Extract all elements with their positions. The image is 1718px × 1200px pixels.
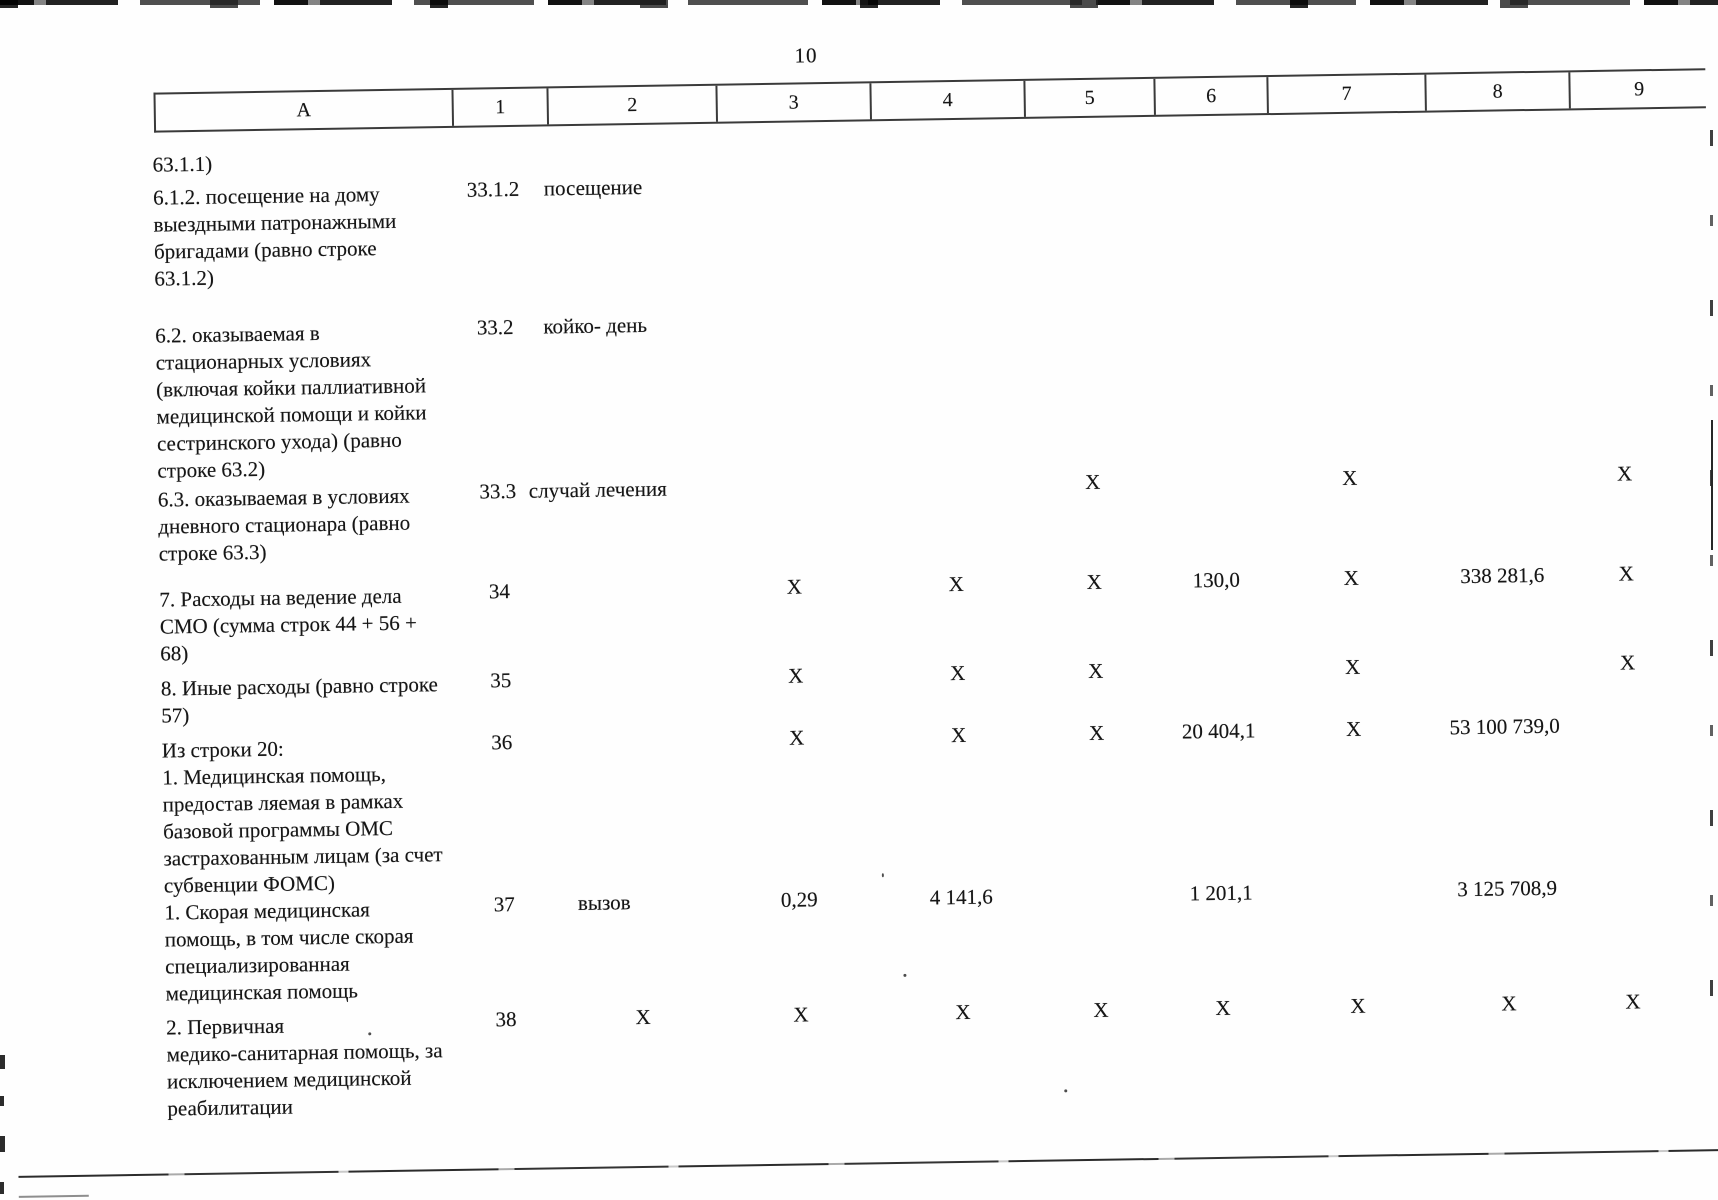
- table-cell-x-mark: X: [1088, 720, 1105, 745]
- scan-artifact-left-mark: [0, 1182, 4, 1194]
- table-cell-x-mark: X: [1344, 654, 1361, 679]
- table-cell-x-mark: X: [788, 725, 805, 750]
- page-bottom-rule-fragment: [19, 1195, 89, 1198]
- table-cell-x-mark: X: [786, 574, 803, 599]
- table-cell-x-mark: X: [787, 663, 804, 688]
- table-cell-value: случай лечения: [528, 476, 667, 503]
- scan-artifact-left-mark: [0, 1136, 5, 1152]
- table-row-label: Из строки 20: 1. Медицинская помощь, предостав ляемая в рамках базовой программы ОМС застрахованным лицам (за счет субвенции ФОМС): [161, 736, 443, 898]
- header-cell-7: 7: [1266, 75, 1425, 113]
- table-cell-value: 1 201,1: [1189, 880, 1253, 906]
- table-cell-value: 33.2: [476, 314, 514, 340]
- continuation-text: 63.1.1): [152, 151, 213, 177]
- header-cell-9: 9: [1568, 70, 1708, 108]
- table-cell-x-mark: X: [1616, 461, 1633, 486]
- table-cell-x-mark: X: [955, 999, 971, 1025]
- scan-speck: [1064, 1089, 1067, 1092]
- table-cell-value: 34: [488, 579, 511, 604]
- table-cell-x-mark: X: [1345, 716, 1362, 741]
- header-cell-2: 2: [546, 86, 716, 125]
- table-cell-x-mark: X: [1501, 991, 1517, 1016]
- table-row-label: 7. Расходы на ведение дела СМО (сумма строк 44 + 56 + 68): [159, 583, 418, 666]
- scan-speck: [882, 873, 884, 877]
- table-cell-x-mark: X: [1086, 569, 1103, 595]
- page-number: 10: [794, 43, 818, 68]
- scan-speck: [368, 1032, 371, 1035]
- header-cell-6: 6: [1153, 77, 1267, 115]
- table-row-label: 8. Иные расходы (равно строке 57): [160, 672, 439, 728]
- table-cell-x-mark: X: [1087, 658, 1104, 683]
- table-cell-value: 33.1.2: [466, 176, 520, 202]
- page-bottom-rule: [18, 1148, 1718, 1177]
- table-cell-x-mark: X: [1341, 465, 1358, 490]
- table-cell-x-mark: X: [1350, 993, 1366, 1018]
- table-row-label: 2. Первичная медико-санитарная помощь, за исключением медицинской реабилитации: [165, 1013, 443, 1121]
- table-cell-value: 3 125 708,9: [1457, 875, 1558, 902]
- header-cell-4: 4: [869, 81, 1024, 119]
- table-cell-value: 0,29: [780, 887, 818, 912]
- table-cell-value: 130,0: [1192, 567, 1241, 593]
- table-cell-value: койко- день: [543, 312, 648, 339]
- table-cell-x-mark: X: [950, 722, 967, 748]
- table-cell-value: 20 404,1: [1181, 718, 1256, 744]
- header-cell-5: 5: [1023, 79, 1154, 117]
- table-cell-x-mark: X: [949, 660, 966, 686]
- table-cell-value: 38: [495, 1007, 517, 1032]
- table-cell-value: 4 141,6: [929, 884, 993, 910]
- table-cell-value: 35: [490, 668, 512, 693]
- table-cell-x-mark: X: [1215, 995, 1231, 1021]
- table-row-label: 6.3. оказываемая в условиях дневного стационара (равно строке 63.3): [157, 483, 411, 566]
- table-cell-value: 33.3: [479, 478, 517, 504]
- table-cell-x-mark: X: [948, 571, 965, 597]
- scan-artifact-left-mark: [0, 1055, 5, 1069]
- table-cell-value: 53 100 739,0: [1449, 713, 1560, 740]
- header-cell-8: 8: [1424, 72, 1569, 110]
- table-cell-value: 338 281,6: [1460, 562, 1545, 589]
- table-row-label: 6.1.2. посещение на дому выездными патронажными бригадами (равно строке 63.1.2): [152, 182, 397, 291]
- table-cell-x-mark: X: [1093, 997, 1109, 1022]
- table-cell-value: 37: [493, 892, 515, 917]
- table-cell-x-mark: X: [1084, 469, 1101, 495]
- scan-speck: [903, 974, 906, 977]
- table-header-row: [153, 68, 1705, 132]
- table-cell-x-mark: X: [635, 1004, 651, 1030]
- table-cell-x-mark: X: [1619, 650, 1636, 675]
- table-cell-x-mark: X: [1625, 989, 1641, 1014]
- header-cell-1: 1: [451, 88, 547, 125]
- scan-artifact-left-mark: [0, 1096, 4, 1106]
- table-row-label: 6.2. оказываемая в стационарных условиях (включая койки паллиативной медицинской помощи и койки сестринского ухода) (равно строке 63.2): [155, 321, 427, 483]
- table-cell-x-mark: X: [1343, 565, 1360, 590]
- table-cell-x-mark: X: [1618, 561, 1634, 586]
- table-cell-value: посещение: [543, 174, 643, 201]
- table-cell-x-mark: X: [793, 1002, 809, 1027]
- header-cell-3: 3: [715, 83, 870, 121]
- table-cell-value: 36: [491, 730, 513, 755]
- header-cell-А: А: [296, 99, 312, 122]
- table-row-label: 1. Скорая медицинская помощь, в том числе скорая специализированная медицинская помощь: [164, 897, 414, 1006]
- table-cell-value: вызов: [577, 890, 631, 916]
